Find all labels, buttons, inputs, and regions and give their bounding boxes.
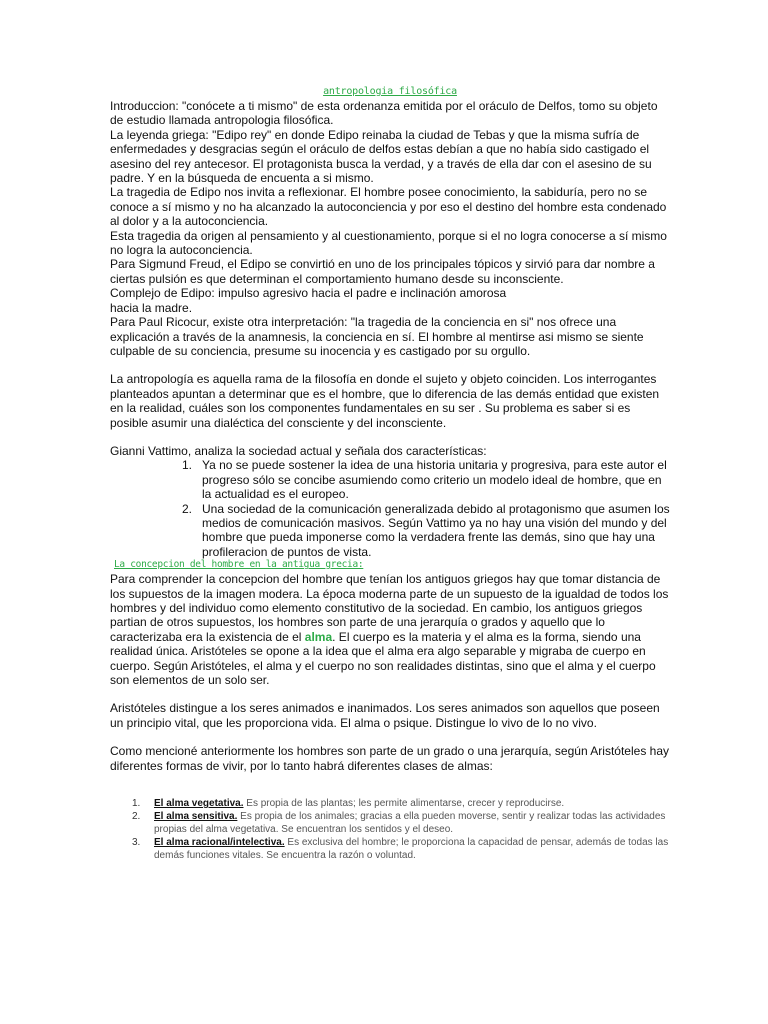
list-number: 3.: [132, 837, 141, 849]
vattimo-list: [110, 458, 670, 559]
list-item: [132, 836, 670, 862]
list-item: [182, 502, 670, 560]
list-number: 1.: [182, 458, 193, 473]
list-text: Una sociedad de la comunicación generalizada debido al protagonismo que asumen los medios de comunicación masivos. Según Vattimo ya no hay una visión del mundo y del hombre que pueda imponerse como la verdadera frente las demás, sino que hay una profileracion de puntos de vista.: [202, 501, 670, 559]
alma-highlight: alma: [304, 629, 333, 644]
paragraph-freud: Para Sigmund Freud, el Edipo se convirtió en uno de los principales tópicos y sirvió para dar nombre a ciertas pulsión es que determinan el comportamiento humano desde su inconsciente.: [110, 257, 655, 286]
document-page: [110, 86, 670, 862]
almas-list: [110, 797, 670, 862]
paragraph-seres: Aristóteles distingue a los seres animados e inanimados. Los seres animados son aquellos que poseen un principio vital, que les proporciona vida. El alma o psique. Distingue lo vivo de lo no vivo.: [110, 701, 660, 730]
paragraph-origen: Esta tragedia da origen al pensamiento y al cuestionamiento, porque si el no logra conocerse a sí mismo no logra la autoconciencia.: [110, 228, 667, 258]
list-number: 2.: [182, 501, 193, 516]
list-text: Ya no se puede sostener la idea de una historia unitaria y progresiva, para este autor el progreso sólo se concibe asumiendo como criterio un modelo ideal de hombre, que en la actualidad es el europeo.: [202, 458, 667, 502]
paragraph-grecia: [110, 572, 670, 687]
paragraph-complejo: Complejo de Edipo: impulso agresivo hacia el padre e inclinación amorosa: [110, 286, 507, 301]
paragraph-antropologia: La antropología es aquella rama de la filosofía en donde el sujeto y objeto coinciden. Los interrogantes planteados apuntan a determinar que es el hombre, que lo diferencia de las demás entidad que existen en la realidad, cuáles son los componentes fundamentales en su ser . Su problema es saber si es posible asumir una dialéctica del consciente y del inconsciente.: [110, 372, 660, 430]
paragraph-almas: Como mencioné anteriormente los hombres son parte de un grado o una jerarquía, según Aristóteles hay diferentes formas de vivir, por lo tanto habrá diferentes clases de almas:: [110, 744, 669, 773]
list-number: 1.: [132, 798, 141, 810]
paragraph-introduccion: Introduccion: "conócete a ti mismo" de esta ordenanza emitida por el oráculo de Delfos, tomo su objeto de estudio llamada antropologia filosófica.: [110, 99, 658, 128]
grecia-text-before: Para comprender la concepcion del hombre que tenían los antiguos griegos hay que tomar distancia de los supuestos de la imagen modera. La época moderna parte de un supuesto de la igualdad de todos los hombres y del individuo como elemento constitutivo de la sociedad. En cambio, los antiguos griegos partian de otros supuestos, los hombres son parte de una jerarquía o grados y aquello que lo caracterizaba era la existencia de el: [110, 572, 669, 644]
paragraph-leyenda: La leyenda griega: "Edipo rey" en donde Edipo reinaba la ciudad de Tebas y que la misma sufría de enfermedades y desgracias según el oráculo de delfos estas debían a que no había sido castigado el asesino del rey antecesor. El protagonista busca la verdad, y a través de ella dar con el asesino de su padre. Y en la búsqueda de encuenta a si mismo.: [110, 127, 652, 186]
list-item: [132, 810, 670, 836]
alma-label: El alma racional/intelectiva.: [154, 837, 285, 849]
paragraph-ricoeur: Para Paul Ricocur, existe otra interpretación: "la tragedia de la conciencia en si" nos ofrece una explicación a través de la anamnesis, la conciencia en sí. El hombre al mentirse asi mismo se siente culpable de su conciencia, presume su inocencia y es castigado por su orgullo.: [110, 315, 644, 358]
section-subtitle: La concepcion del hombre en la antigua grecia:: [114, 559, 364, 571]
grecia-text-after: . El cuerpo es la materia y el alma es la forma, siendo una realidad única. Aristóteles se opone a la idea que el alma era algo separable y migraba de cuerpo en cuerpo. Según Aristóteles, el alma y el cuerpo no son realidades distintas, sino que el alma y el cuerpo son elementos de un solo ser.: [110, 629, 656, 688]
alma-label: El alma vegetativa.: [154, 798, 244, 810]
list-item: [132, 797, 670, 810]
paragraph-madre: hacia la madre.: [110, 300, 193, 315]
alma-label: El alma sensitiva.: [154, 811, 238, 823]
paragraph-tragedia: La tragedia de Edipo nos invita a reflexionar. El hombre posee conocimiento, la sabiduría, pero no se conoce a sí mismo y no ha alcanzado la autoconciencia y por eso el destino del hombre esta condenado al dolor y a la autoconciencia.: [110, 185, 667, 229]
alma-description: Es exclusiva del hombre; le proporciona la capacidad de pensar, además de todas las demás funciones vitales. Se encuentra la razón o voluntad.: [154, 837, 669, 862]
document-title: antropologia filosófica: [323, 86, 457, 97]
alma-description: Es propia de las plantas; les permite alimentarse, crecer y reproducirse.: [243, 798, 565, 810]
list-number: 2.: [132, 811, 141, 823]
list-item: [182, 458, 670, 501]
paragraph-vattimo: Gianni Vattimo, analiza la sociedad actual y señala dos características:: [110, 443, 487, 458]
alma-description: Es propia de los animales; gracias a ella pueden moverse, sentir y realizar todas las actividades propias del alma vegetativa. Se encuentran los sentidos y el deseo.: [154, 811, 666, 836]
